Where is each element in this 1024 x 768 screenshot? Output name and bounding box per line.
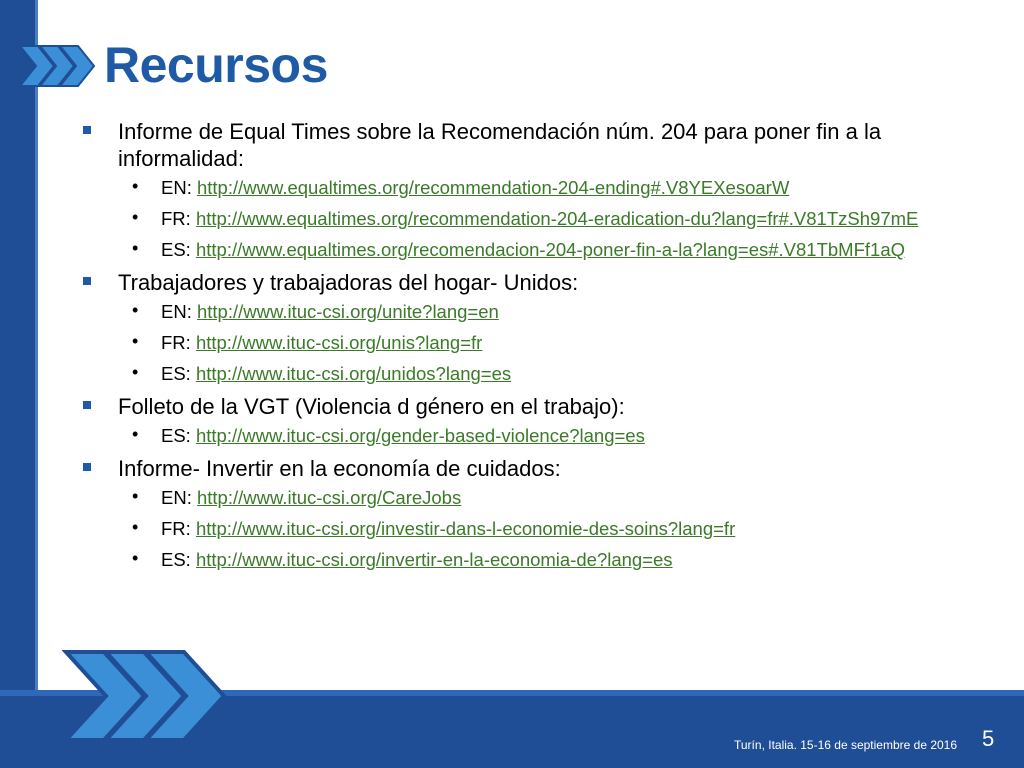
link-item (80, 238, 960, 261)
resource-link[interactable]: http://www.equaltimes.org/recommendation-204-eradication-du?lang=fr#.V81TzSh97mE (195, 208, 919, 229)
resource-section (80, 118, 960, 261)
square-bullet-icon (83, 401, 91, 409)
resource-link[interactable]: http://www.ituc-csi.org/invertir-en-la-economia-de?lang=es (195, 549, 673, 570)
link-item (80, 548, 960, 571)
lang-label: FR: (161, 208, 191, 229)
resource-list (80, 118, 960, 579)
resource-link[interactable]: http://www.ituc-csi.org/unite?lang=en (196, 301, 499, 322)
resource-section (80, 269, 960, 385)
resource-link[interactable]: http://www.equaltimes.org/recommendation-204-ending#.V8YEXesoarW (196, 177, 790, 198)
lang-label: FR: (161, 518, 191, 539)
square-bullet-icon (83, 126, 91, 134)
bullet-icon: • (132, 176, 139, 196)
link-item (80, 176, 960, 199)
square-bullet-icon (83, 463, 91, 471)
lang-label: FR: (161, 332, 191, 353)
link-item (80, 331, 960, 354)
bullet-icon: • (132, 486, 139, 506)
lang-label: ES: (161, 363, 191, 384)
bullet-icon: • (132, 207, 139, 227)
left-decorative-band (0, 0, 35, 768)
section-heading: Trabajadores y trabajadoras del hogar- Unidos: (118, 270, 579, 295)
triple-chevron-right-icon (18, 44, 98, 88)
lang-label: ES: (161, 549, 191, 570)
lang-label: ES: (161, 425, 191, 446)
bullet-icon: • (132, 300, 139, 320)
resource-link[interactable]: http://www.ituc-csi.org/gender-based-violence?lang=es (195, 425, 645, 446)
link-item (80, 300, 960, 323)
section-heading: Informe- Invertir en la economía de cuidados: (118, 456, 561, 481)
link-item (80, 424, 960, 447)
link-item (80, 517, 960, 540)
footer-location-date: Turín, Italia. 15-16 de septiembre de 2016 (734, 738, 958, 752)
resource-link[interactable]: http://www.equaltimes.org/recomendacion-204-poner-fin-a-la?lang=es#.V81TbMFf1aQ (195, 239, 905, 260)
bullet-icon: • (132, 424, 139, 444)
lang-label: EN: (161, 301, 192, 322)
slide-title: Recursos (104, 37, 328, 93)
square-bullet-icon (83, 277, 91, 285)
bullet-icon: • (132, 548, 139, 568)
resource-section (80, 393, 960, 447)
page-number: 5 (982, 726, 995, 751)
resource-link[interactable]: http://www.ituc-csi.org/unidos?lang=es (195, 363, 512, 384)
section-heading: Informe de Equal Times sobre la Recomendación núm. 204 para poner fin a la informalidad: (118, 119, 882, 171)
link-item (80, 362, 960, 385)
resource-link[interactable]: http://www.ituc-csi.org/CareJobs (196, 487, 462, 508)
resource-link[interactable]: http://www.ituc-csi.org/unis?lang=fr (195, 332, 483, 353)
bullet-icon: • (132, 362, 139, 382)
large-triple-chevron-right-icon (62, 648, 230, 744)
section-heading: Folleto de la VGT (Violencia d género en el trabajo): (118, 394, 625, 419)
link-item (80, 207, 960, 230)
resource-section (80, 455, 960, 571)
bullet-icon: • (132, 238, 139, 258)
lang-label: EN: (161, 487, 192, 508)
bullet-icon: • (132, 331, 139, 351)
lang-label: EN: (161, 177, 192, 198)
lang-label: ES: (161, 239, 191, 260)
left-band-accent (35, 0, 38, 690)
resource-link[interactable]: http://www.ituc-csi.org/investir-dans-l-economie-des-soins?lang=fr (195, 518, 736, 539)
link-item (80, 486, 960, 509)
bullet-icon: • (132, 517, 139, 537)
